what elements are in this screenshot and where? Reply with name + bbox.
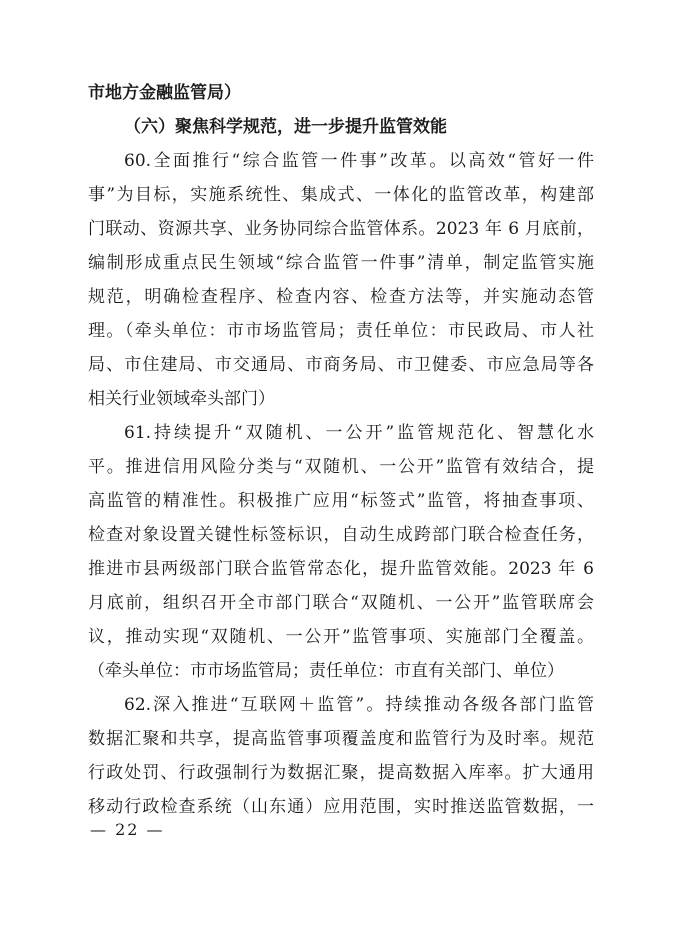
item-60-line-7: 局、市住建局、市交通局、市商务局、市卫健委、市应急局等各 (88, 355, 594, 375)
item-61-line-7: 议，推动实现“双随机、一公开”监管事项、实施部门全覆盖。 (88, 627, 594, 647)
item-61-line-6: 月底前，组织召开全市部门联合“双随机、一公开”监管联席会 (88, 593, 594, 613)
item-61-line-2: 平。推进信用风险分类与“双随机、一公开”监管有效结合，提 (88, 457, 594, 477)
item-61-line-3: 高监管的精准性。积极推广应用“标签式”监管，将抽查事项、 (88, 491, 594, 511)
item-61-line-1: 61.持续提升“双随机、一公开”监管规范化、智慧化水 (124, 423, 594, 443)
item-60-line-3: 门联动、资源共享、业务协同综合监管体系。2023 年 6 月底前， (88, 219, 594, 239)
text-line-1: 市地方金融监管局） (88, 83, 241, 103)
item-60-line-6: 理。（牵头单位：市市场监管局；责任单位：市民政局、市人社 (88, 321, 594, 341)
section-heading: （六）聚焦科学规范，进一步提升监管效能 (124, 117, 447, 137)
item-61-line-5: 推进市县两级部门联合监管常态化，提升监管效能。2023 年 6 (88, 559, 594, 579)
item-60-line-8: 相关行业领域牵头部门） (88, 389, 275, 409)
item-60-line-5: 规范，明确检查程序、检查内容、检查方法等，并实施动态管 (88, 287, 594, 307)
item-62-line-3: 行政处罚、行政强制行为数据汇聚，提高数据入库率。扩大通用 (88, 763, 594, 783)
item-62-line-4: 移动行政检查系统（山东通）应用范围，实时推送监管数据，一 (88, 797, 594, 817)
item-62-line-2: 数据汇聚和共享，提高监管事项覆盖度和监管行为及时率。规范 (88, 729, 594, 749)
item-60-line-2: 事”为目标，实施系统性、集成式、一体化的监管改革，构建部 (88, 185, 594, 205)
item-60-line-4: 编制形成重点民生领域“综合监管一件事”清单，制定监管实施 (88, 253, 594, 273)
item-60-line-1: 60.全面推行“综合监管一件事”改革。以高效“管好一件 (124, 151, 594, 171)
item-62-line-1: 62.深入推进“互联网＋监管”。持续推动各级各部门监管 (124, 695, 594, 715)
page-number: — 22 — (90, 820, 165, 839)
item-61-line-4: 检查对象设置关键性标签标识，自动生成跨部门联合检查任务， (88, 525, 594, 545)
item-61-line-8: （牵头单位：市市场监管局；责任单位：市直有关部门、单位） (88, 661, 564, 681)
